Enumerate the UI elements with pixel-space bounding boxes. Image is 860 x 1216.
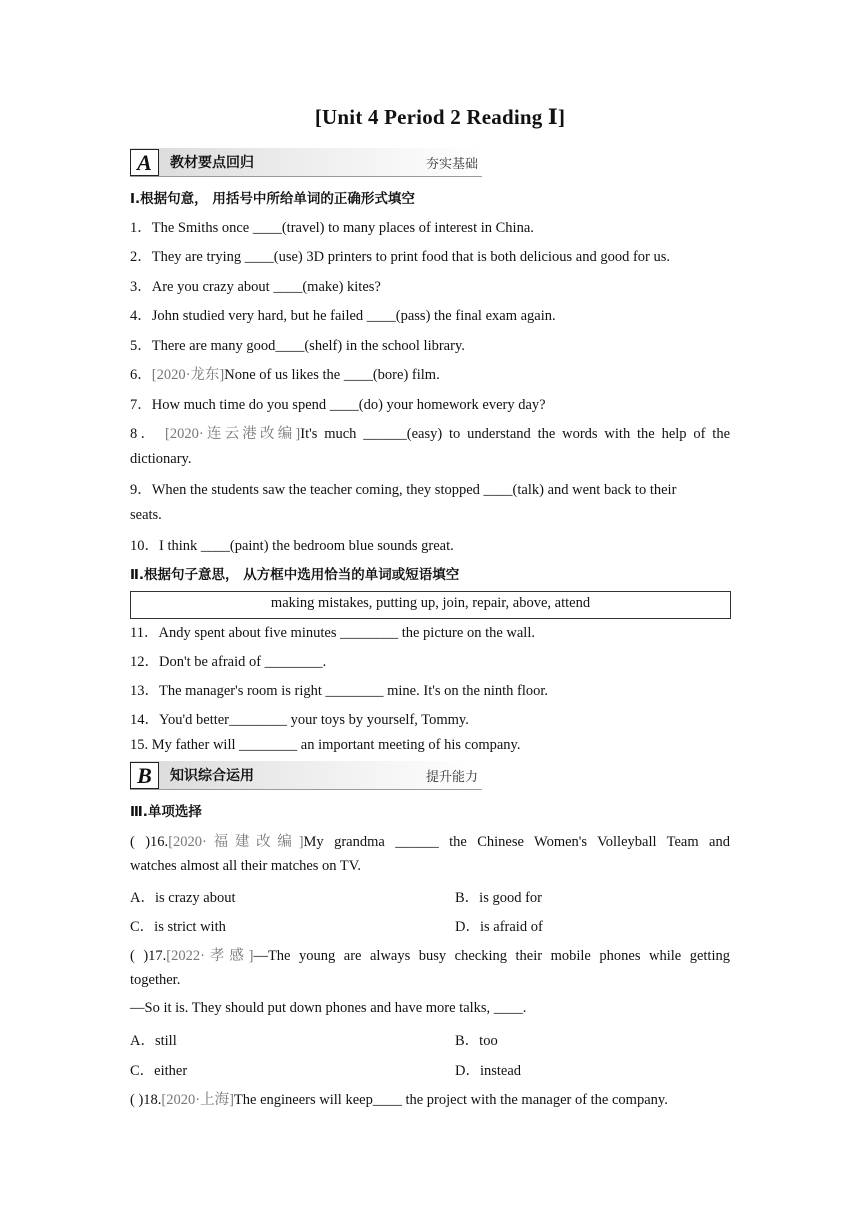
question-17: ( )17.[2022·孝感]—The young are always busy checking their mobile phones while getting [130,948,730,964]
question-10: 10．I think ____(paint) the bedroom blue sounds great. [130,538,454,554]
option-16-a: A．is crazy about [130,890,236,906]
banner-subtitle-a: 夯实基础 [425,157,478,172]
source-tag: [2020·福建改编] [168,834,304,850]
source-tag: [2022·孝感] [166,948,254,964]
option-16-d: D．is afraid of [455,919,543,935]
question-2: 2．They are trying ____(use) 3D printers to print food that is both delicious and good for us. [130,249,671,265]
question-12: 12．Don't be afraid of ________. [130,654,327,670]
question-5: 5．There are many good____(shelf) in the school library. [130,338,465,354]
question-1: 1．The Smiths once ____(travel) to many places of interest in China. [130,220,534,236]
banner-title-a: 教材要点回归 [170,155,254,171]
question-9: 9．When the students saw the teacher coming, they stopped ____(talk) and went back to their [130,482,677,498]
question-14: 14．You'd better________ your toys by yourself, Tommy. [130,712,469,728]
banner-letter-b: B [130,762,159,789]
question-11: 11．Andy spent about five minutes ________ the picture on the wall. [130,625,535,641]
section-heading-2: Ⅱ.根据句子意思， 从方框中选用恰当的单词或短语填空 [130,567,460,583]
section-heading-3: Ⅲ.单项选择 [130,804,202,820]
word-bank-box: making mistakes, putting up, join, repair, above, attend [130,591,731,619]
question-4: 4．John studied very hard, but he failed ____(pass) the final exam again. [130,308,556,324]
question-8: 8． [2020·连云港改编]It's much ______(easy) to understand the words with the help of the [130,426,730,442]
banner-title-b: 知识综合运用 [170,768,254,784]
question-16: ( )16.[2020·福建改编]My grandma ______ the Chinese Women's Volleyball Team and [130,834,730,850]
section-heading-1: Ⅰ.根据句意， 用括号中所给单词的正确形式填空 [130,191,415,207]
question-17-continued: together. [130,972,181,988]
section-banner-b [130,761,482,790]
question-16-continued: watches almost all their matches on TV. [130,858,362,874]
source-tag: [2020·连云港改编] [165,426,301,442]
option-17-c: C．either [130,1063,188,1079]
option-16-c: C．is strict with [130,919,226,935]
banner-letter-a: A [130,149,159,176]
option-17-d: D．instead [455,1063,522,1079]
question-6: 6．[2020·龙东]None of us likes the ____(bore) film. [130,367,440,383]
option-16-b: B．is good for [455,890,542,906]
page-title: [Unit 4 Period 2 Reading Ⅰ] [314,105,566,129]
source-tag: [2020·龙东] [151,367,225,383]
question-13: 13．The manager's room is right ________ mine. It's on the ninth floor. [130,683,549,699]
source-tag: [2020·上海] [161,1092,234,1108]
option-17-b: B．too [455,1033,498,1049]
option-17-a: A．still [130,1033,177,1049]
banner-subtitle-b: 提升能力 [425,770,478,785]
question-17-reply: —So it is. They should put down phones and have more talks, ____. [130,1000,527,1016]
question-8-continued: dictionary. [130,451,192,467]
question-18: ( )18.[2020·上海]The engineers will keep____ the project with the manager of the company. [130,1092,668,1108]
section-banner-a [130,148,482,177]
question-7: 7．How much time do you spend ____(do) your homework every day? [130,397,546,413]
question-9-continued: seats. [130,507,162,523]
question-3: 3．Are you crazy about ____(make) kites? [130,279,381,295]
question-15: 15. My father will ________ an important meeting of his company. [130,737,521,753]
